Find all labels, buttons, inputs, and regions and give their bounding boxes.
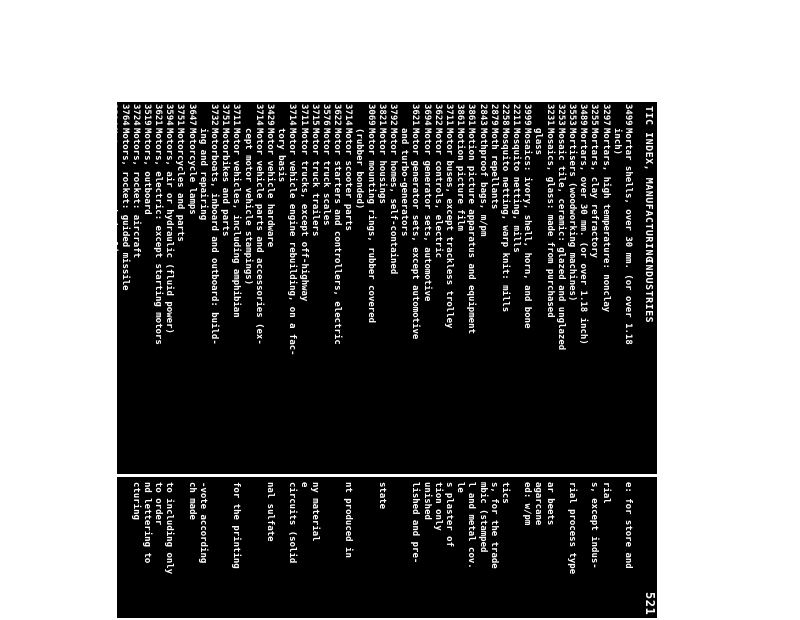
sic-code: 3519	[141, 104, 152, 126]
entry-description: Motors, water	[86, 128, 96, 199]
sic-code: 3861	[466, 104, 477, 126]
column-rule	[117, 474, 657, 477]
entry-description: Motor truck trailers	[309, 128, 320, 237]
entry-description: Motorbikes and parts	[220, 128, 231, 237]
left-column-line: l and metal cov.	[466, 482, 477, 569]
entry-description: glass	[533, 128, 544, 156]
index-entry	[96, 104, 107, 620]
left-column-line	[387, 482, 398, 574]
left-column-line	[611, 482, 622, 574]
left-column-line: s, except indus-	[589, 482, 600, 569]
left-column-line	[510, 482, 521, 574]
entry-description: tory basis	[276, 128, 287, 183]
entry-description: (rubber bonded)	[354, 128, 365, 210]
sic-code: 2789	[63, 104, 74, 126]
entry-description: Motor controls, electric	[432, 128, 443, 259]
left-column-line: s plaster of	[444, 482, 454, 548]
sic-code: 3576	[320, 104, 331, 126]
entry-description: Motor starters and controllers, electric	[332, 128, 343, 345]
entry-description: Mosaics, glass: made from purchased	[544, 128, 555, 318]
sic-code: 3069	[365, 104, 376, 126]
left-column-line: ed: w/pm	[522, 482, 533, 526]
sic-code	[241, 104, 252, 128]
left-column-line: lished and pre-	[410, 482, 421, 564]
index-entry	[62, 104, 73, 620]
sic-code	[398, 104, 409, 128]
entry-description: Mosquito netting, mills	[511, 128, 522, 253]
entry-description: Motor vehicle hardware	[265, 128, 275, 248]
sic-code: 2879	[488, 104, 499, 126]
sic-code: 3429	[265, 104, 275, 126]
left-column-line	[398, 482, 409, 574]
entry-description: Motors, electric: except starting motors	[153, 128, 164, 345]
left-column-line: -vote according	[197, 482, 208, 564]
left-column-line: ny material	[309, 482, 320, 542]
left-column-line: rial process type	[567, 482, 578, 575]
left-column-line	[353, 482, 364, 574]
entry-description: Motorboats, inboard and outboard: build-	[209, 128, 220, 345]
entry-description: inch)	[611, 128, 622, 156]
sic-code: 3694	[97, 104, 108, 126]
entry-description: Motors, servo: hydraulic	[108, 128, 119, 259]
entry-description: Mosquito netting, warp knit: mills	[499, 128, 510, 313]
left-column-line	[174, 482, 185, 574]
sic-code: 3711	[444, 104, 454, 126]
entry-description: Motor mounting rings, rubber covered	[365, 128, 376, 324]
left-column-line	[365, 482, 376, 574]
sic-code: 3999	[522, 104, 533, 126]
sic-code: 3594	[108, 104, 119, 126]
sic-code: 3715	[309, 104, 320, 126]
sic-code: 3714	[343, 104, 354, 126]
entry-description: Mortars, high temperature: nonclay	[600, 128, 611, 313]
entry-description: Mounting beads on for neckpieces	[74, 128, 85, 302]
sic-code: 3499	[623, 104, 633, 126]
left-column-line	[577, 482, 588, 574]
entry-description: Motion picture apparatus and equipment	[466, 128, 477, 334]
sic-code	[532, 104, 543, 128]
entry-description: Motor generator sets, automotive	[421, 128, 432, 302]
sic-code	[353, 104, 364, 128]
sic-code: 3489	[578, 104, 589, 126]
sic-code: 3861	[455, 104, 466, 126]
left-column-line: e: for store and	[623, 482, 633, 569]
sic-code: 2258	[499, 104, 510, 126]
sic-code: 3751	[175, 104, 186, 126]
scanned-page	[52, 102, 657, 618]
entry-description: Motor vehicles, including amphibian	[231, 128, 242, 318]
entry-description: Mortars, over 30 mm. (or over 1.18 inch)	[578, 128, 589, 345]
sic-code	[197, 104, 208, 128]
index-entry	[74, 104, 85, 620]
entry-description: trade	[52, 128, 63, 156]
entry-description: Motor scooter parts	[343, 128, 354, 231]
entry-description: Mosaics: ivory, shell, horn, and bone	[522, 128, 533, 329]
entry-description: Moth repellants	[488, 128, 499, 210]
left-column-line: tics	[499, 482, 510, 504]
sic-code: 3694	[421, 104, 432, 126]
left-column-line: circuits (solid	[287, 482, 298, 564]
left-column-line: ch made	[186, 482, 197, 520]
entry-description: ing and repairing	[197, 128, 208, 221]
sic-code: 3622	[432, 104, 443, 126]
sic-code: 3622	[332, 104, 343, 126]
running-head-left: TIC INDEX, MANUFACTURING	[643, 106, 654, 263]
sic-code: 3253	[555, 104, 566, 126]
entry-description: Motors, outboard	[141, 128, 152, 215]
left-column-line	[555, 482, 566, 574]
sic-code: 3792	[388, 104, 399, 126]
left-column-line: for the printing	[231, 482, 242, 569]
entry-description: Motor vehicle engine rebuilding, on a fac-	[287, 128, 298, 356]
sic-code: 3553	[567, 104, 578, 126]
entry-description: Mortar shells, over 30 mm. (or over 1.18	[623, 128, 633, 345]
left-column-line: state	[376, 482, 387, 510]
entry-description: Mortisers (woodworking machines)	[567, 128, 578, 302]
left-column-line: nal sulfate	[265, 482, 275, 542]
left-column-line: mbic (stamped	[477, 482, 488, 553]
left-column-line: to including only	[164, 482, 175, 575]
left-column-line	[275, 482, 286, 574]
left-column-line	[253, 482, 264, 574]
entry-description: Motion picture film	[455, 128, 466, 231]
index-entry	[51, 104, 62, 620]
entry-description: Motor trucks, except off-highway	[298, 128, 309, 302]
sic-code: 3724	[130, 104, 141, 126]
entry-description: and turbo-generators	[399, 128, 410, 237]
sic-code: 3732	[209, 104, 220, 126]
sic-code: 3711	[298, 104, 309, 126]
sic-code: 3621	[410, 104, 421, 126]
sic-code: 3594	[164, 104, 175, 126]
sic-code	[611, 104, 622, 128]
sic-code: 3621	[153, 104, 164, 126]
left-column-line	[320, 482, 331, 574]
left-column-line: rial	[600, 482, 611, 504]
sic-code: 3821	[376, 104, 387, 126]
entry-description: Mounting of maps and samples, for the	[63, 128, 74, 329]
index-entry	[85, 104, 96, 620]
entry-description: Mothproof bags, m/pm	[477, 128, 488, 237]
left-column-line: s, for the trade	[488, 482, 499, 569]
sic-code: 3297	[600, 104, 611, 126]
sic-code	[51, 104, 62, 128]
sic-code: 3569	[86, 104, 96, 126]
left-column-line: nd lettering to	[141, 482, 152, 564]
sic-code: 3255	[589, 104, 600, 126]
left-column-line: to order	[153, 482, 164, 526]
entry-description: Motors, rocket: guided missile	[119, 128, 130, 291]
sic-code: 2843	[477, 104, 488, 126]
entry-description: Motors, starting: automotive and aircraft	[97, 128, 108, 351]
sic-code: 3231	[544, 104, 555, 126]
left-column-line	[208, 482, 219, 574]
left-column-line	[331, 482, 342, 574]
sic-code: 3714	[287, 104, 298, 126]
entry-description: Motor homes, self-contained	[388, 128, 399, 275]
entry-description: Mosaic tile, ceramic: glazed and unglazed	[555, 128, 566, 351]
page-number: 521	[643, 592, 657, 616]
left-column-line: ar beets	[544, 482, 555, 526]
left-column-line: le	[455, 482, 466, 493]
sic-code: 3751	[220, 104, 231, 126]
left-column-line: agarcane	[533, 482, 544, 526]
left-column-fragments	[117, 480, 657, 620]
entry-description: Motor buses, except trackless trolley	[444, 128, 454, 329]
sic-code: 3961	[74, 104, 85, 126]
sic-code: 3714	[253, 104, 264, 126]
entry-description: Motors, air or hydraulic (fluid power)	[164, 128, 175, 334]
left-column-line	[219, 482, 230, 574]
entry-description: Motor generator sets, except automotive	[410, 128, 421, 340]
left-column-line: e	[298, 482, 309, 488]
entry-description: Mortars, clay refractory	[589, 128, 600, 259]
left-column-line: unished	[421, 482, 432, 520]
entry-description: Motor vehicle parts and accessories (ex-	[253, 128, 264, 345]
left-column-line	[241, 482, 252, 574]
entry-description: cept motor vehicle stampings)	[242, 128, 253, 286]
entry-description: Motors, rocket: aircraft	[130, 128, 141, 259]
sic-code: 3647	[186, 104, 197, 126]
entry-description: Motor truck scales	[320, 128, 331, 226]
left-column-line: cturing	[130, 482, 141, 520]
left-column-line: tion only	[432, 482, 443, 531]
entry-description: Motorcycle lamps	[186, 128, 197, 215]
left-column-line: nt produced in	[343, 482, 354, 558]
sic-code: 2211	[511, 104, 522, 126]
running-head-title: INDUSTRIES	[643, 258, 654, 324]
sic-code	[275, 104, 286, 128]
sic-code: 3711	[231, 104, 242, 126]
entry-description: Motor housings	[376, 128, 387, 204]
sic-code: 3764	[119, 104, 130, 126]
entry-description: Motorcycles and parts	[175, 128, 186, 242]
